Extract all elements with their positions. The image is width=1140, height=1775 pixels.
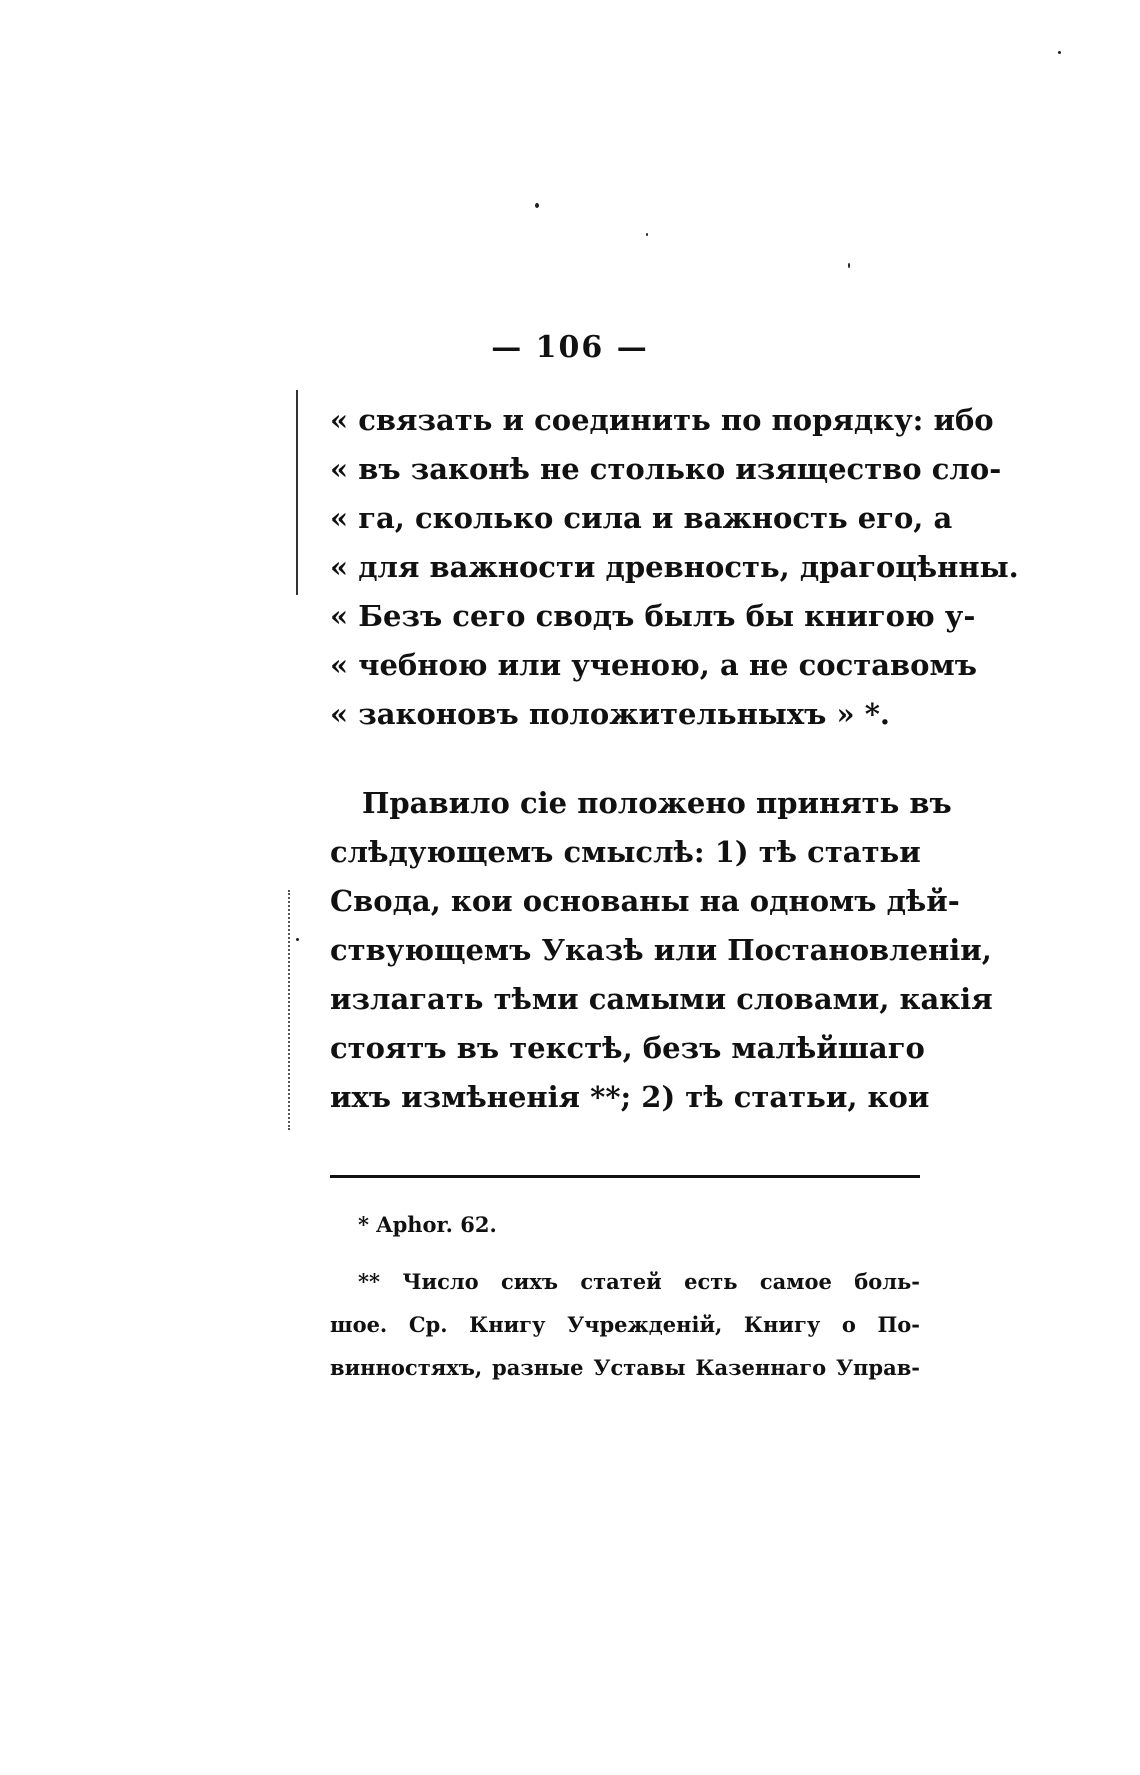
scan-speck bbox=[1058, 51, 1061, 54]
quote-line: « га, сколько сила и важность его, а bbox=[330, 501, 953, 535]
footnote-2-line: шое. Ср. Книгу Учрежденій, Книгу о По- bbox=[330, 1312, 920, 1337]
quote-line: « для важности древность, драгоцѣнны. bbox=[330, 550, 1019, 584]
footnote-separator bbox=[330, 1175, 920, 1178]
footnote-2-line: винностяхъ, разные Уставы Казеннаго Управ- bbox=[330, 1355, 920, 1380]
scan-speck bbox=[646, 233, 648, 236]
margin-bracket-line bbox=[296, 390, 298, 595]
paragraph-line: Правило сіе положено принять въ bbox=[362, 786, 952, 820]
quote-line: « связать и соединить по порядку: ибо bbox=[330, 403, 994, 437]
paragraph-line: ихъ измѣненія **; 2) тѣ статьи, кои bbox=[330, 1080, 930, 1114]
footnote-1: * Aphor. 62. bbox=[358, 1212, 497, 1237]
quote-line: « чебною или ученою, а не составомъ bbox=[330, 648, 977, 682]
paragraph-line: ствующемъ Указѣ или Постановленіи, bbox=[330, 933, 992, 967]
quoted-text-block bbox=[330, 396, 1019, 739]
scan-speck bbox=[848, 263, 850, 268]
scan-speck bbox=[296, 938, 299, 941]
footnotes bbox=[330, 1203, 920, 1389]
paragraph-line: стоятъ въ текстѣ, безъ малѣйшаго bbox=[330, 1031, 925, 1065]
quote-line: « законовъ положительныхъ » *. bbox=[330, 697, 890, 731]
paragraph-line: слѣдующемъ смыслѣ: 1) тѣ статьи bbox=[330, 835, 921, 869]
page-number: — 106 — bbox=[491, 330, 649, 365]
quote-line: « Безъ сего сводъ былъ бы книгою у- bbox=[330, 599, 976, 633]
scan-speck bbox=[535, 203, 539, 208]
body-paragraph bbox=[330, 779, 993, 1122]
margin-dotted-line bbox=[288, 890, 290, 1130]
footnote-2-line: ** Число сихъ статей есть самое боль- bbox=[358, 1269, 920, 1294]
paragraph-line: излагать тѣми самыми словами, какія bbox=[330, 982, 993, 1016]
paragraph-line: Свода, кои основаны на одномъ дѣй- bbox=[330, 884, 960, 918]
quote-line: « въ законѣ не столько изящество сло- bbox=[330, 452, 1002, 486]
